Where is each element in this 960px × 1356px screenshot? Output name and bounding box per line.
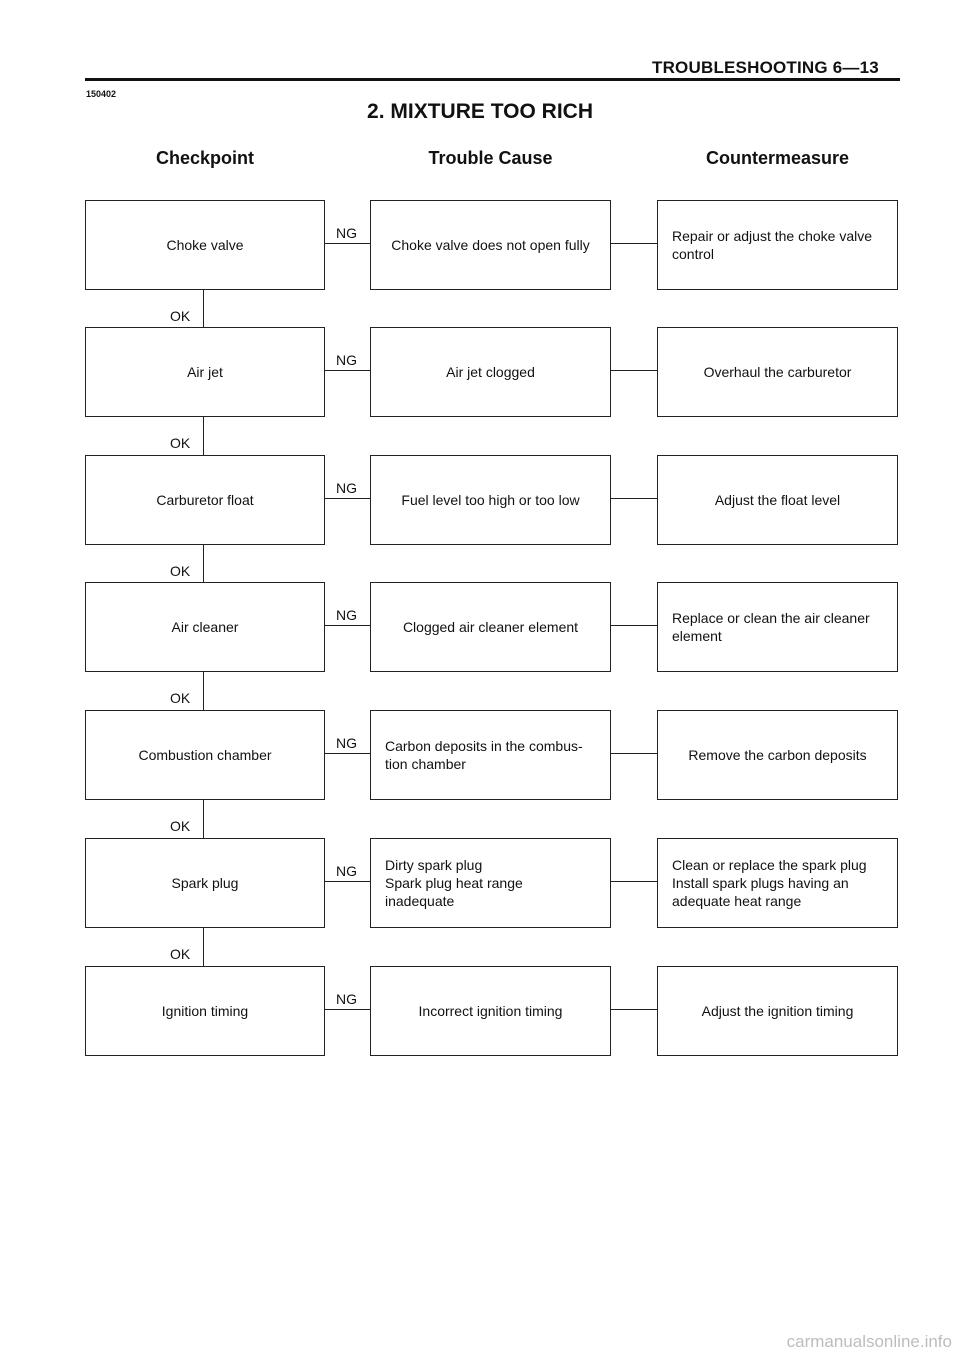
countermeasure-box-air-jet xyxy=(657,327,898,417)
ok-connector-air-jet xyxy=(203,417,204,455)
ng-connector-carburetor-float xyxy=(325,498,370,499)
ng-connector-air-cleaner xyxy=(325,625,370,626)
checkpoint-box-spark-plug xyxy=(85,838,325,928)
ng-label-air-cleaner: NG xyxy=(336,607,357,623)
cause-box-spark-plug xyxy=(370,838,611,928)
ng-label-ignition-timing: NG xyxy=(336,991,357,1007)
ok-connector-spark-plug xyxy=(203,928,204,966)
checkpoint-box-air-jet-text: Air jet xyxy=(187,364,223,380)
countermeasure-box-combustion-chamber-text: Remove the carbon deposits xyxy=(688,747,867,763)
cause-box-choke-valve-text: Choke valve does not open fully xyxy=(391,237,590,253)
countermeasure-connector-choke-valve xyxy=(611,243,657,244)
ok-connector-carburetor-float xyxy=(203,545,204,582)
ok-label-carburetor-float: OK xyxy=(170,563,191,579)
countermeasure-connector-air-jet xyxy=(611,370,657,371)
cause-box-carburetor-float-text: Fuel level too high or too low xyxy=(401,492,580,508)
ng-connector-spark-plug xyxy=(325,881,370,882)
countermeasure-box-ignition-timing xyxy=(657,966,898,1056)
ng-connector-ignition-timing xyxy=(325,1009,370,1010)
countermeasure-box-choke-valve-text: Repair or adjust the choke valve control xyxy=(672,228,872,262)
ng-label-carburetor-float: NG xyxy=(336,480,357,496)
ng-connector-choke-valve xyxy=(325,243,370,244)
countermeasure-connector-carburetor-float xyxy=(611,498,657,499)
ng-label-spark-plug: NG xyxy=(336,863,357,879)
page-title: 2. MIXTURE TOO RICH xyxy=(367,100,593,123)
checkpoint-box-combustion-chamber xyxy=(85,710,325,800)
countermeasure-box-air-cleaner-text: Replace or clean the air cleaner element xyxy=(672,610,870,644)
cause-box-combustion-chamber xyxy=(370,710,611,800)
checkpoint-box-combustion-chamber-text: Combustion chamber xyxy=(138,747,272,763)
cause-box-ignition-timing xyxy=(370,966,611,1056)
cause-box-air-jet-text: Air jet clogged xyxy=(446,364,535,380)
watermark: carmanualsonline.info xyxy=(786,1332,952,1351)
checkpoint-box-carburetor-float xyxy=(85,455,325,545)
countermeasure-box-spark-plug xyxy=(657,838,898,928)
countermeasure-box-spark-plug-text: Clean or replace the spark plug Install spark plugs having an adequate heat range xyxy=(672,857,867,909)
ok-connector-combustion-chamber xyxy=(203,800,204,838)
checkpoint-box-spark-plug-text: Spark plug xyxy=(171,875,239,891)
countermeasure-connector-ignition-timing xyxy=(611,1009,657,1010)
header-rule xyxy=(85,78,900,81)
countermeasure-connector-spark-plug xyxy=(611,881,657,882)
checkpoint-box-air-jet xyxy=(85,327,325,417)
checkpoint-box-air-cleaner xyxy=(85,582,325,672)
checkpoint-box-carburetor-float-text: Carburetor float xyxy=(156,492,254,508)
ok-label-air-cleaner: OK xyxy=(170,690,191,706)
checkpoint-box-ignition-timing-text: Ignition timing xyxy=(161,1003,249,1019)
countermeasure-box-air-jet-text: Overhaul the carburetor xyxy=(703,364,852,380)
ng-label-choke-valve: NG xyxy=(336,225,357,241)
countermeasure-box-air-cleaner xyxy=(657,582,898,672)
checkpoint-box-choke-valve-text: Choke valve xyxy=(166,237,244,253)
countermeasure-connector-air-cleaner xyxy=(611,625,657,626)
document-code: 150402 xyxy=(86,89,117,99)
ng-label-air-jet: NG xyxy=(336,352,357,368)
column-header-trouble-cause: Trouble Cause xyxy=(428,148,553,168)
ng-connector-combustion-chamber xyxy=(325,753,370,754)
cause-box-air-jet xyxy=(370,327,611,417)
section-title: TROUBLESHOOTING 6—13 xyxy=(652,58,879,77)
ok-label-air-jet: OK xyxy=(170,435,191,451)
cause-box-carburetor-float xyxy=(370,455,611,545)
cause-box-ignition-timing-text: Incorrect ignition timing xyxy=(418,1003,563,1019)
countermeasure-box-combustion-chamber xyxy=(657,710,898,800)
checkpoint-box-ignition-timing xyxy=(85,966,325,1056)
ok-label-choke-valve: OK xyxy=(170,308,191,324)
ok-label-spark-plug: OK xyxy=(170,946,191,962)
cause-box-combustion-chamber-text: Carbon deposits in the combus- tion chamber xyxy=(385,738,583,772)
cause-box-spark-plug-text: Dirty spark plug Spark plug heat range inadequate xyxy=(385,857,523,909)
countermeasure-connector-combustion-chamber xyxy=(611,753,657,754)
countermeasure-box-ignition-timing-text: Adjust the ignition timing xyxy=(701,1003,854,1019)
cause-box-air-cleaner-text: Clogged air cleaner element xyxy=(402,619,579,635)
ok-label-combustion-chamber: OK xyxy=(170,818,191,834)
ng-connector-air-jet xyxy=(325,370,370,371)
countermeasure-box-carburetor-float-text: Adjust the float level xyxy=(714,492,841,508)
cause-box-choke-valve xyxy=(370,200,611,290)
ng-label-combustion-chamber: NG xyxy=(336,735,357,751)
countermeasure-box-choke-valve xyxy=(657,200,898,290)
checkpoint-box-air-cleaner-text: Air cleaner xyxy=(171,619,239,635)
checkpoint-box-choke-valve xyxy=(85,200,325,290)
ok-connector-air-cleaner xyxy=(203,672,204,710)
countermeasure-box-carburetor-float xyxy=(657,455,898,545)
column-header-checkpoint: Checkpoint xyxy=(155,148,254,168)
cause-box-air-cleaner xyxy=(370,582,611,672)
ok-connector-choke-valve xyxy=(203,290,204,327)
column-header-countermeasure: Countermeasure xyxy=(705,148,850,168)
